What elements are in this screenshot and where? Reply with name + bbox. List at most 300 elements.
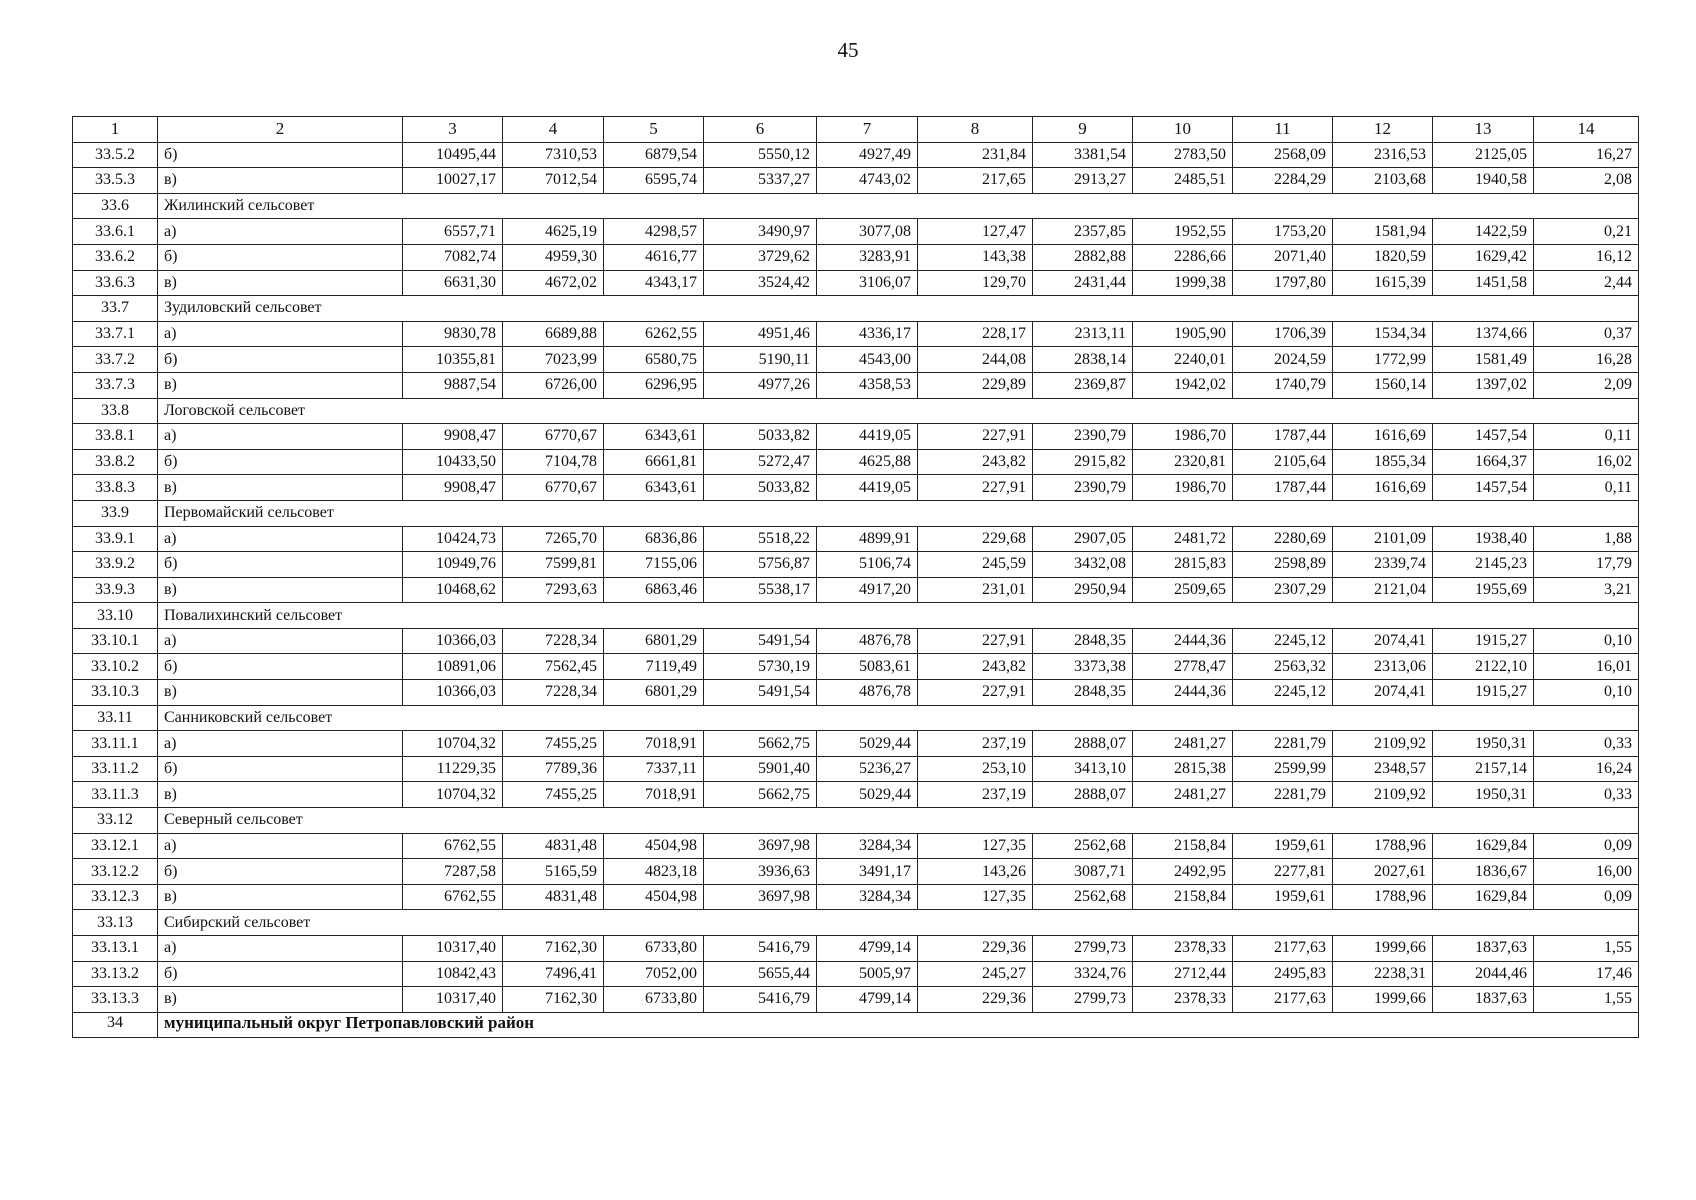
value-cell: 227,91 xyxy=(918,424,1033,450)
row-label: б) xyxy=(158,654,403,680)
value-cell: 1788,96 xyxy=(1333,833,1433,859)
value-cell: 6801,29 xyxy=(604,680,704,706)
value-cell: 9830,78 xyxy=(403,321,503,347)
value-cell: 5655,44 xyxy=(704,961,817,987)
header-cell: 7 xyxy=(817,117,918,143)
header-cell: 13 xyxy=(1433,117,1534,143)
value-cell: 16,12 xyxy=(1534,244,1639,270)
value-cell: 2799,73 xyxy=(1033,936,1133,962)
value-cell: 227,91 xyxy=(918,628,1033,654)
value-cell: 2712,44 xyxy=(1133,961,1233,987)
table-row xyxy=(73,833,1639,859)
row-code: 33.8.1 xyxy=(73,424,158,450)
value-cell: 2495,83 xyxy=(1233,961,1333,987)
value-cell: 4799,14 xyxy=(817,936,918,962)
value-cell: 2245,12 xyxy=(1233,628,1333,654)
value-cell: 2913,27 xyxy=(1033,168,1133,194)
value-cell: 1999,38 xyxy=(1133,270,1233,296)
value-cell: 1940,58 xyxy=(1433,168,1534,194)
value-cell: 237,19 xyxy=(918,731,1033,757)
value-cell: 6863,46 xyxy=(604,577,704,603)
value-cell: 1999,66 xyxy=(1333,987,1433,1013)
row-code: 33.9 xyxy=(73,500,158,526)
value-cell: 16,27 xyxy=(1534,142,1639,168)
table-row xyxy=(73,372,1639,398)
value-cell: 7162,30 xyxy=(503,987,604,1013)
value-cell: 1457,54 xyxy=(1433,424,1534,450)
table-row xyxy=(73,731,1639,757)
section-title: Сибирский сельсовет xyxy=(158,910,1639,936)
value-cell: 2907,05 xyxy=(1033,526,1133,552)
value-cell: 1581,49 xyxy=(1433,347,1534,373)
row-label: б) xyxy=(158,449,403,475)
value-cell: 10027,17 xyxy=(403,168,503,194)
value-cell: 7310,53 xyxy=(503,142,604,168)
value-cell: 7155,06 xyxy=(604,552,704,578)
value-cell: 2316,53 xyxy=(1333,142,1433,168)
value-cell: 1374,66 xyxy=(1433,321,1534,347)
value-cell: 3381,54 xyxy=(1033,142,1133,168)
value-cell: 1915,27 xyxy=(1433,680,1534,706)
value-cell: 10355,81 xyxy=(403,347,503,373)
table-row xyxy=(73,987,1639,1013)
value-cell: 2599,99 xyxy=(1233,756,1333,782)
value-cell: 1422,59 xyxy=(1433,219,1534,245)
value-cell: 6733,80 xyxy=(604,987,704,1013)
section-title: Первомайский сельсовет xyxy=(158,500,1639,526)
value-cell: 2280,69 xyxy=(1233,526,1333,552)
value-cell: 0,09 xyxy=(1534,833,1639,859)
row-label: б) xyxy=(158,142,403,168)
value-cell: 2121,04 xyxy=(1333,577,1433,603)
value-cell: 1787,44 xyxy=(1233,424,1333,450)
row-label: в) xyxy=(158,987,403,1013)
row-code: 33.9.1 xyxy=(73,526,158,552)
value-cell: 1,55 xyxy=(1534,936,1639,962)
value-cell: 1457,54 xyxy=(1433,475,1534,501)
value-cell: 245,27 xyxy=(918,961,1033,987)
value-cell: 5236,27 xyxy=(817,756,918,782)
value-cell: 2109,92 xyxy=(1333,782,1433,808)
value-cell: 2074,41 xyxy=(1333,680,1433,706)
value-cell: 1837,63 xyxy=(1433,987,1534,1013)
value-cell: 7104,78 xyxy=(503,449,604,475)
row-code: 33.12.1 xyxy=(73,833,158,859)
header-cell: 8 xyxy=(918,117,1033,143)
value-cell: 2177,63 xyxy=(1233,936,1333,962)
value-cell: 229,36 xyxy=(918,987,1033,1013)
value-cell: 5083,61 xyxy=(817,654,918,680)
value-cell: 5029,44 xyxy=(817,782,918,808)
value-cell: 6343,61 xyxy=(604,475,704,501)
row-label: в) xyxy=(158,680,403,706)
value-cell: 5518,22 xyxy=(704,526,817,552)
value-cell: 4343,17 xyxy=(604,270,704,296)
value-cell: 5106,74 xyxy=(817,552,918,578)
value-cell: 2238,31 xyxy=(1333,961,1433,987)
value-cell: 6770,67 xyxy=(503,475,604,501)
value-cell: 1950,31 xyxy=(1433,731,1534,757)
value-cell: 231,84 xyxy=(918,142,1033,168)
value-cell: 2888,07 xyxy=(1033,731,1133,757)
value-cell: 4927,49 xyxy=(817,142,918,168)
value-cell: 2313,11 xyxy=(1033,321,1133,347)
value-cell: 5416,79 xyxy=(704,987,817,1013)
value-cell: 7496,41 xyxy=(503,961,604,987)
value-cell: 3284,34 xyxy=(817,833,918,859)
value-cell: 2778,47 xyxy=(1133,654,1233,680)
row-code: 33.7.2 xyxy=(73,347,158,373)
value-cell: 2815,38 xyxy=(1133,756,1233,782)
section-row xyxy=(73,296,1639,322)
value-cell: 7562,45 xyxy=(503,654,604,680)
value-cell: 2481,27 xyxy=(1133,731,1233,757)
value-cell: 10891,06 xyxy=(403,654,503,680)
value-cell: 3,21 xyxy=(1534,577,1639,603)
value-cell: 2245,12 xyxy=(1233,680,1333,706)
table-row xyxy=(73,424,1639,450)
value-cell: 1,55 xyxy=(1534,987,1639,1013)
table-row xyxy=(73,577,1639,603)
value-cell: 2598,89 xyxy=(1233,552,1333,578)
header-cell: 10 xyxy=(1133,117,1233,143)
value-cell: 1581,94 xyxy=(1333,219,1433,245)
table-row xyxy=(73,552,1639,578)
value-cell: 2444,36 xyxy=(1133,628,1233,654)
header-cell: 2 xyxy=(158,117,403,143)
section-row xyxy=(73,500,1639,526)
row-code: 33.13.2 xyxy=(73,961,158,987)
value-cell: 7119,49 xyxy=(604,654,704,680)
value-cell: 2815,83 xyxy=(1133,552,1233,578)
row-code: 33.7.3 xyxy=(73,372,158,398)
value-cell: 3106,07 xyxy=(817,270,918,296)
table-row xyxy=(73,961,1639,987)
row-label: в) xyxy=(158,475,403,501)
value-cell: 10366,03 xyxy=(403,680,503,706)
section-title: Зудиловский сельсовет xyxy=(158,296,1639,322)
row-label: в) xyxy=(158,168,403,194)
table-row xyxy=(73,347,1639,373)
row-label: а) xyxy=(158,321,403,347)
value-cell: 2157,14 xyxy=(1433,756,1534,782)
header-cell: 9 xyxy=(1033,117,1133,143)
value-cell: 5005,97 xyxy=(817,961,918,987)
header-cell: 1 xyxy=(73,117,158,143)
value-cell: 6733,80 xyxy=(604,936,704,962)
value-cell: 6557,71 xyxy=(403,219,503,245)
row-code: 33.6 xyxy=(73,193,158,219)
table-row xyxy=(73,654,1639,680)
value-cell: 7018,91 xyxy=(604,782,704,808)
row-label: б) xyxy=(158,859,403,885)
value-cell: 6762,55 xyxy=(403,884,503,910)
value-cell: 3491,17 xyxy=(817,859,918,885)
value-cell: 2485,51 xyxy=(1133,168,1233,194)
value-cell: 127,47 xyxy=(918,219,1033,245)
value-cell: 2348,57 xyxy=(1333,756,1433,782)
value-cell: 2568,09 xyxy=(1233,142,1333,168)
value-cell: 5550,12 xyxy=(704,142,817,168)
value-cell: 7023,99 xyxy=(503,347,604,373)
value-cell: 3697,98 xyxy=(704,884,817,910)
row-code: 33.11.3 xyxy=(73,782,158,808)
table-row xyxy=(73,321,1639,347)
value-cell: 6689,88 xyxy=(503,321,604,347)
value-cell: 17,79 xyxy=(1534,552,1639,578)
row-code: 33.11.1 xyxy=(73,731,158,757)
value-cell: 1616,69 xyxy=(1333,424,1433,450)
value-cell: 1959,61 xyxy=(1233,833,1333,859)
tariff-table xyxy=(72,116,1639,1038)
value-cell: 2562,68 xyxy=(1033,884,1133,910)
value-cell: 1952,55 xyxy=(1133,219,1233,245)
value-cell: 5033,82 xyxy=(704,424,817,450)
value-cell: 2284,29 xyxy=(1233,168,1333,194)
value-cell: 1397,02 xyxy=(1433,372,1534,398)
value-cell: 4543,00 xyxy=(817,347,918,373)
page-number: 45 xyxy=(837,38,859,62)
value-cell: 1629,42 xyxy=(1433,244,1534,270)
row-label: в) xyxy=(158,577,403,603)
value-cell: 5662,75 xyxy=(704,782,817,808)
value-cell: 7228,34 xyxy=(503,680,604,706)
value-cell: 4799,14 xyxy=(817,987,918,1013)
row-code: 33.5.2 xyxy=(73,142,158,168)
value-cell: 1451,58 xyxy=(1433,270,1534,296)
value-cell: 2390,79 xyxy=(1033,424,1133,450)
value-cell: 10433,50 xyxy=(403,449,503,475)
value-cell: 1837,63 xyxy=(1433,936,1534,962)
value-cell: 143,38 xyxy=(918,244,1033,270)
value-cell: 127,35 xyxy=(918,833,1033,859)
value-cell: 2281,79 xyxy=(1233,731,1333,757)
value-cell: 237,19 xyxy=(918,782,1033,808)
value-cell: 5029,44 xyxy=(817,731,918,757)
value-cell: 3373,38 xyxy=(1033,654,1133,680)
value-cell: 2044,46 xyxy=(1433,961,1534,987)
value-cell: 7789,36 xyxy=(503,756,604,782)
value-cell: 16,24 xyxy=(1534,756,1639,782)
value-cell: 4419,05 xyxy=(817,424,918,450)
value-cell: 1797,80 xyxy=(1233,270,1333,296)
value-cell: 1772,99 xyxy=(1333,347,1433,373)
value-cell: 2158,84 xyxy=(1133,884,1233,910)
value-cell: 7455,25 xyxy=(503,731,604,757)
value-cell: 0,09 xyxy=(1534,884,1639,910)
value-cell: 1942,02 xyxy=(1133,372,1233,398)
value-cell: 2481,27 xyxy=(1133,782,1233,808)
row-code: 33.7 xyxy=(73,296,158,322)
row-label: б) xyxy=(158,347,403,373)
value-cell: 1664,37 xyxy=(1433,449,1534,475)
value-cell: 6580,75 xyxy=(604,347,704,373)
value-cell: 5901,40 xyxy=(704,756,817,782)
value-cell: 2313,06 xyxy=(1333,654,1433,680)
row-label: в) xyxy=(158,270,403,296)
value-cell: 5538,17 xyxy=(704,577,817,603)
value-cell: 0,10 xyxy=(1534,628,1639,654)
value-cell: 7287,58 xyxy=(403,859,503,885)
row-code: 33.8.2 xyxy=(73,449,158,475)
value-cell: 2101,09 xyxy=(1333,526,1433,552)
table-row xyxy=(73,168,1639,194)
row-label: а) xyxy=(158,219,403,245)
value-cell: 4876,78 xyxy=(817,628,918,654)
value-cell: 1959,61 xyxy=(1233,884,1333,910)
value-cell: 2105,64 xyxy=(1233,449,1333,475)
row-code: 33.9.3 xyxy=(73,577,158,603)
value-cell: 16,00 xyxy=(1534,859,1639,885)
header-row xyxy=(73,117,1639,143)
row-label: в) xyxy=(158,782,403,808)
value-cell: 10704,32 xyxy=(403,782,503,808)
value-cell: 4951,46 xyxy=(704,321,817,347)
value-cell: 245,59 xyxy=(918,552,1033,578)
value-cell: 4743,02 xyxy=(817,168,918,194)
table-row xyxy=(73,884,1639,910)
value-cell: 2838,14 xyxy=(1033,347,1133,373)
value-cell: 3432,08 xyxy=(1033,552,1133,578)
row-code: 33.9.2 xyxy=(73,552,158,578)
value-cell: 2240,01 xyxy=(1133,347,1233,373)
value-cell: 1950,31 xyxy=(1433,782,1534,808)
value-cell: 2281,79 xyxy=(1233,782,1333,808)
row-code: 33.8.3 xyxy=(73,475,158,501)
value-cell: 10366,03 xyxy=(403,628,503,654)
table-row xyxy=(73,244,1639,270)
value-cell: 2357,85 xyxy=(1033,219,1133,245)
value-cell: 7455,25 xyxy=(503,782,604,808)
value-cell: 10949,76 xyxy=(403,552,503,578)
value-cell: 6262,55 xyxy=(604,321,704,347)
value-cell: 2950,94 xyxy=(1033,577,1133,603)
value-cell: 2390,79 xyxy=(1033,475,1133,501)
value-cell: 5491,54 xyxy=(704,628,817,654)
value-cell: 2027,61 xyxy=(1333,859,1433,885)
row-code: 33.10.1 xyxy=(73,628,158,654)
value-cell: 1740,79 xyxy=(1233,372,1333,398)
value-cell: 5190,11 xyxy=(704,347,817,373)
value-cell: 10704,32 xyxy=(403,731,503,757)
row-code: 33.7.1 xyxy=(73,321,158,347)
value-cell: 11229,35 xyxy=(403,756,503,782)
value-cell: 7293,63 xyxy=(503,577,604,603)
value-cell: 3524,42 xyxy=(704,270,817,296)
value-cell: 2109,92 xyxy=(1333,731,1433,757)
header-cell: 3 xyxy=(403,117,503,143)
value-cell: 5033,82 xyxy=(704,475,817,501)
value-cell: 4358,53 xyxy=(817,372,918,398)
value-cell: 6762,55 xyxy=(403,833,503,859)
value-cell: 243,82 xyxy=(918,654,1033,680)
table-row xyxy=(73,219,1639,245)
value-cell: 10468,62 xyxy=(403,577,503,603)
row-code: 33.10 xyxy=(73,603,158,629)
row-label: а) xyxy=(158,424,403,450)
row-label: в) xyxy=(158,884,403,910)
value-cell: 127,35 xyxy=(918,884,1033,910)
value-cell: 0,10 xyxy=(1534,680,1639,706)
table-row xyxy=(73,859,1639,885)
value-cell: 7082,74 xyxy=(403,244,503,270)
value-cell: 4616,77 xyxy=(604,244,704,270)
value-cell: 6770,67 xyxy=(503,424,604,450)
value-cell: 7599,81 xyxy=(503,552,604,578)
value-cell: 3284,34 xyxy=(817,884,918,910)
value-cell: 2177,63 xyxy=(1233,987,1333,1013)
section-title: Санниковский сельсовет xyxy=(158,705,1639,731)
value-cell: 2481,72 xyxy=(1133,526,1233,552)
value-cell: 1836,67 xyxy=(1433,859,1534,885)
row-label: в) xyxy=(158,372,403,398)
value-cell: 4876,78 xyxy=(817,680,918,706)
value-cell: 5416,79 xyxy=(704,936,817,962)
value-cell: 4831,48 xyxy=(503,833,604,859)
value-cell: 227,91 xyxy=(918,680,1033,706)
value-cell: 2492,95 xyxy=(1133,859,1233,885)
row-label: а) xyxy=(158,628,403,654)
value-cell: 2071,40 xyxy=(1233,244,1333,270)
value-cell: 0,33 xyxy=(1534,731,1639,757)
table-row xyxy=(73,628,1639,654)
value-cell: 10424,73 xyxy=(403,526,503,552)
row-code: 33.10.3 xyxy=(73,680,158,706)
value-cell: 7265,70 xyxy=(503,526,604,552)
value-cell: 2277,81 xyxy=(1233,859,1333,885)
value-cell: 229,36 xyxy=(918,936,1033,962)
value-cell: 229,68 xyxy=(918,526,1033,552)
value-cell: 4977,26 xyxy=(704,372,817,398)
row-code: 33.13 xyxy=(73,910,158,936)
value-cell: 4672,02 xyxy=(503,270,604,296)
value-cell: 2307,29 xyxy=(1233,577,1333,603)
value-cell: 5337,27 xyxy=(704,168,817,194)
value-cell: 7337,11 xyxy=(604,756,704,782)
value-cell: 5272,47 xyxy=(704,449,817,475)
value-cell: 1560,14 xyxy=(1333,372,1433,398)
table-row xyxy=(73,936,1639,962)
value-cell: 6343,61 xyxy=(604,424,704,450)
value-cell: 2562,68 xyxy=(1033,833,1133,859)
value-cell: 7162,30 xyxy=(503,936,604,962)
value-cell: 5730,19 xyxy=(704,654,817,680)
row-code: 33.13.1 xyxy=(73,936,158,962)
row-label: б) xyxy=(158,552,403,578)
value-cell: 2783,50 xyxy=(1133,142,1233,168)
value-cell: 2158,84 xyxy=(1133,833,1233,859)
row-code: 33.11 xyxy=(73,705,158,731)
value-cell: 9887,54 xyxy=(403,372,503,398)
value-cell: 2339,74 xyxy=(1333,552,1433,578)
table-row xyxy=(73,756,1639,782)
value-cell: 0,21 xyxy=(1534,219,1639,245)
value-cell: 10495,44 xyxy=(403,142,503,168)
value-cell: 16,28 xyxy=(1534,347,1639,373)
row-code: 33.13.3 xyxy=(73,987,158,1013)
value-cell: 2,08 xyxy=(1534,168,1639,194)
value-cell: 217,65 xyxy=(918,168,1033,194)
section-row xyxy=(73,398,1639,424)
value-cell: 1615,39 xyxy=(1333,270,1433,296)
table-row xyxy=(73,782,1639,808)
value-cell: 7052,00 xyxy=(604,961,704,987)
value-cell: 7228,34 xyxy=(503,628,604,654)
value-cell: 2286,66 xyxy=(1133,244,1233,270)
value-cell: 3697,98 xyxy=(704,833,817,859)
section-title: Логовской сельсовет xyxy=(158,398,1639,424)
value-cell: 2431,44 xyxy=(1033,270,1133,296)
